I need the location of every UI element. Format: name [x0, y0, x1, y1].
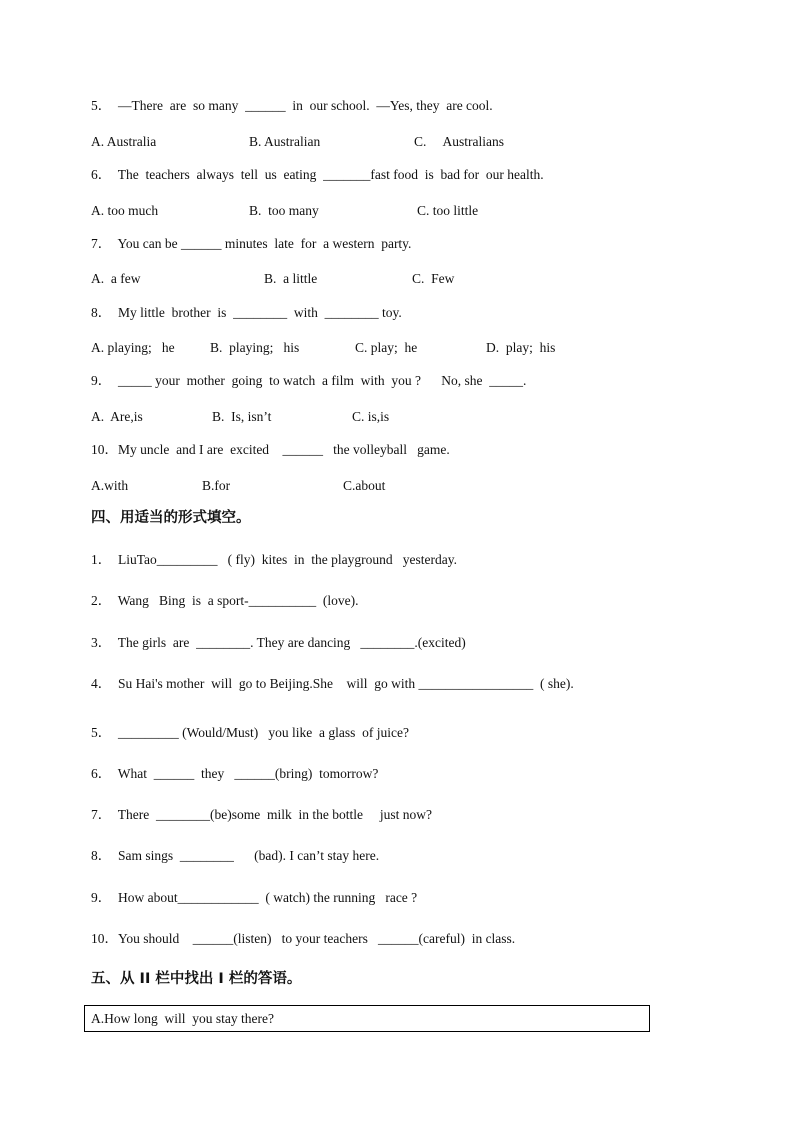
fill-item-2: 2． Wang Bing is a sport-__________ (love). — [91, 593, 359, 608]
question-8-option-b: B. playing; his — [210, 340, 300, 355]
question-7-option-b: B. a little — [264, 271, 318, 286]
fill-item-7: 7． There ________(be)some milk in the bottle just now? — [91, 807, 432, 822]
answer-table-row-text: A.How long will you stay there? — [91, 1011, 274, 1026]
question-10-option-b: B.for — [202, 478, 231, 493]
fill-item-6: 6． What ______ they ______(bring) tomorrow? — [91, 766, 379, 781]
fill-item-4: 4． Su Hai's mother will go to Beijing.She will go with _________________ ( she). — [91, 676, 574, 691]
question-8-option-d: D. play; his — [486, 340, 556, 355]
question-8-option-a: A. playing; he — [91, 340, 175, 355]
question-7-stem: 7． You can be ______ minutes late for a western party. — [91, 236, 412, 251]
question-7-option-c: C. Few — [412, 271, 455, 286]
fill-item-5: 5． _________ (Would/Must) you like a glass of juice? — [91, 725, 409, 740]
fill-item-10: 10．You should ______(listen) to your teachers ______(careful) in class. — [91, 931, 516, 946]
section-4-heading: 四、用适当的形式填空。 — [91, 510, 251, 526]
question-5-stem: 5． —There are so many ______ in our school. —Yes, they are cool. — [91, 98, 493, 113]
question-10-option-c: C.about — [343, 478, 386, 493]
question-6-option-a: A. too much — [91, 203, 159, 218]
question-6-option-c: C. too little — [417, 203, 479, 218]
question-5-option-a: A. Australia — [91, 134, 157, 149]
fill-item-9: 9． How about____________ ( watch) the running race ? — [91, 890, 418, 905]
question-5-option-b: B. Australian — [249, 134, 321, 149]
question-6-option-b: B. too many — [249, 203, 319, 218]
question-7-option-a: A. a few — [91, 271, 141, 286]
question-10-option-a: A.with — [91, 478, 129, 493]
question-5-option-c: C. Australians — [414, 134, 504, 149]
question-9-stem: 9． _____ your mother going to watch a film with you ? No, she _____. — [91, 373, 527, 388]
section-5-heading: 五、从 II 栏中找出 I 栏的答语。 — [91, 971, 302, 987]
question-8-stem: 8． My little brother is ________ with ________ toy. — [91, 305, 402, 320]
answer-table-row — [84, 1005, 650, 1032]
fill-item-3: 3． The girls are ________. They are dancing ________.(excited) — [91, 635, 466, 650]
fill-item-1: 1． LiuTao_________ ( fly) kites in the playground yesterday. — [91, 552, 457, 567]
question-10-stem: 10．My uncle and I are excited ______ the volleyball game. — [91, 442, 450, 457]
question-9-option-c: C. is,is — [352, 409, 390, 424]
question-9-option-a: A. Are,is — [91, 409, 143, 424]
question-9-option-b: B. Is, isn’t — [212, 409, 272, 424]
fill-item-8: 8． Sam sings ________ (bad). I can’t stay here. — [91, 848, 380, 863]
question-6-stem: 6． The teachers always tell us eating _______fast food is bad for our health. — [91, 167, 544, 182]
question-8-option-c: C. play; he — [355, 340, 418, 355]
